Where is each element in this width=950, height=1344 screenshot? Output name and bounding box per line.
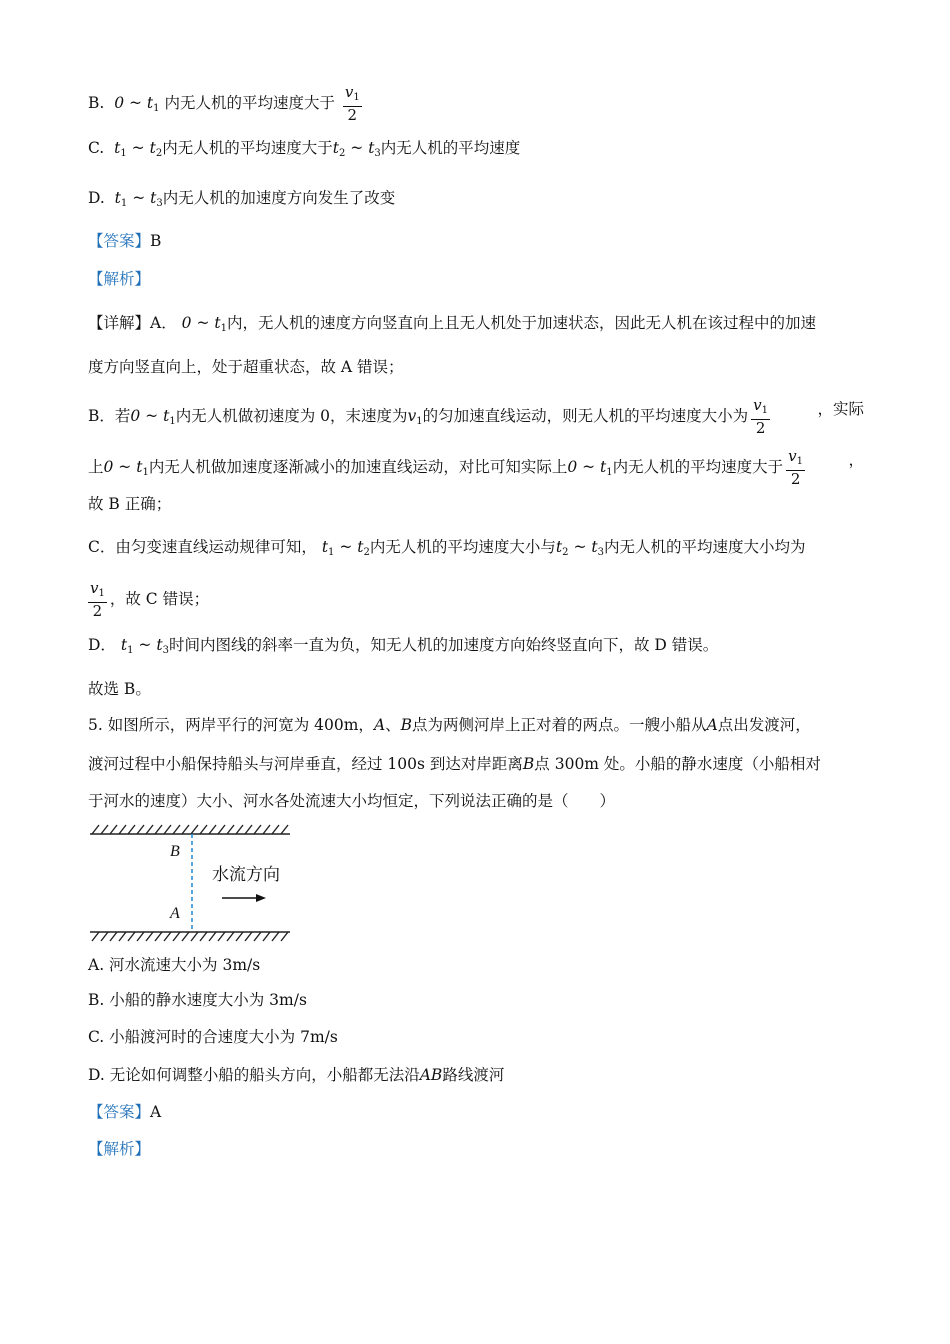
q5-answer [88,1100,161,1124]
q4-detail-b-line2: 上0 ~ $t_1$内无人机做加速度逐渐减小的加速直线运动，对比可知实际上0 ~ $t_1$内无人机的平均速度大于 $\frac{v_1}{2}$ ， [88,447,864,488]
q4-detail-b-line1: B．若0 ~ $t_1$内无人机做初速度为 0，末速度为$v_1$的匀加速直线运动，则无人机的平均速度大小为 $\frac{v_1}{2}$ ，实际 [88,396,864,437]
fraction-v1-over-2: $\frac{v_1}{2}$ [90,579,105,620]
q4-detail-c-line1: C．由匀变速直线运动规律可知， $t_1$ ~ $t_2$内无人机的平均速度大小与$t_2$ ~ $t_3$内无人机的平均速度大小均为 [88,538,806,558]
q5-option-a: A. 河水流速大小为 3m/s [88,956,261,974]
var-t: t [149,139,156,157]
flow-arrow-icon [222,894,266,902]
option-prefix: D. [88,189,105,207]
q4-answer [88,229,161,253]
subscript: 1 [153,103,160,114]
q4-detail-a-line1: 【详解】A． 0 ~ $t_1$内，无人机的速度方向竖直向上且无人机处于加速状态，因此无人机在该过程中的加速 [88,314,816,334]
option-prefix: C. [88,139,105,157]
q4-option-c: C. $t_1$ ~ $t_2$内无人机的平均速度大于$t_2$ ~ $t_3$内无人机的平均速度 [88,139,521,159]
point-b-label: B [170,843,180,860]
q5-option-d: D. 无论如何调整小船的船头方向，小船都无法沿AB路线渡河 [88,1066,505,1084]
q4-detail-a-line2: 度方向竖直向上，处于超重状态，故 A 错误； [88,358,404,376]
option-text: 内无人机的加速度方向发生了改变 [162,189,396,207]
q4-analysis-label: 【解析】 [88,270,151,288]
q4-detail-b-line3: 故 B 正确； [88,495,172,513]
option-text: 内无人机的平均速度大于 [162,139,333,157]
q5-analysis-label: 【解析】 [88,1140,151,1158]
fraction-v1-over-2: $\frac{v_1}{2}$ [753,396,769,437]
q4-option-d: D. $t_1$ ~ $t_3$内无人机的加速度方向发生了改变 [88,189,396,209]
q5-option-c: C. 小船渡河时的合速度大小为 7m/s [88,1028,338,1046]
q4-detail-c-line2: $\frac{v_1}{2}$ ，故 C 错误； [90,579,210,620]
answer-label: 【答案】 [88,1103,151,1121]
top-bank [90,825,290,834]
time-range: 0 ~ t [114,94,154,112]
flow-direction-label: 水流方向 [212,865,280,885]
point-a-label: A [170,905,180,922]
q5-stem-line3: 于河水的速度）大小、河水各处流速大小均恒定，下列说法正确的是（ ） [88,792,616,810]
option-text: 内无人机的平均速度大于 [164,94,335,112]
fraction-v1-over-2: $\frac{v_1}{2}$ [788,447,804,488]
option-text-end: 内无人机的平均速度 [380,139,521,157]
q5-stem-line2: 渡河过程中小船保持船头与河岸垂直，经过 100s 到达对岸距离B点 300m 处。小船的静水速度（小船相对 [88,755,821,773]
option-prefix: B. [88,94,105,112]
answer-label: 【答案】 [88,232,151,250]
fraction-v1-over-2: $\frac{v_1}{2}$ [344,83,360,124]
answer-value: B [150,232,162,250]
q5-option-b: B. 小船的静水速度大小为 3m/s [88,991,307,1009]
detail-label: 【详解】 [88,314,151,332]
q4-option-b [88,84,365,124]
answer-value: A [150,1103,162,1121]
bottom-bank [90,932,290,941]
q4-detail-d: D． $t_1$ ~ $t_3$时间内图线的斜率一直为负，知无人机的加速度方向始终竖直向下，故 D 错误。 [88,636,719,656]
river-crossing-figure [88,824,298,944]
q4-conclusion: 故选 B。 [88,680,151,698]
q5-stem-line1: 5. 如图所示，两岸平行的河宽为 400m，A、B点为两侧河岸上正对着的两点。一艘小船从A点出发渡河， [88,716,811,734]
var-t: t [114,139,121,157]
